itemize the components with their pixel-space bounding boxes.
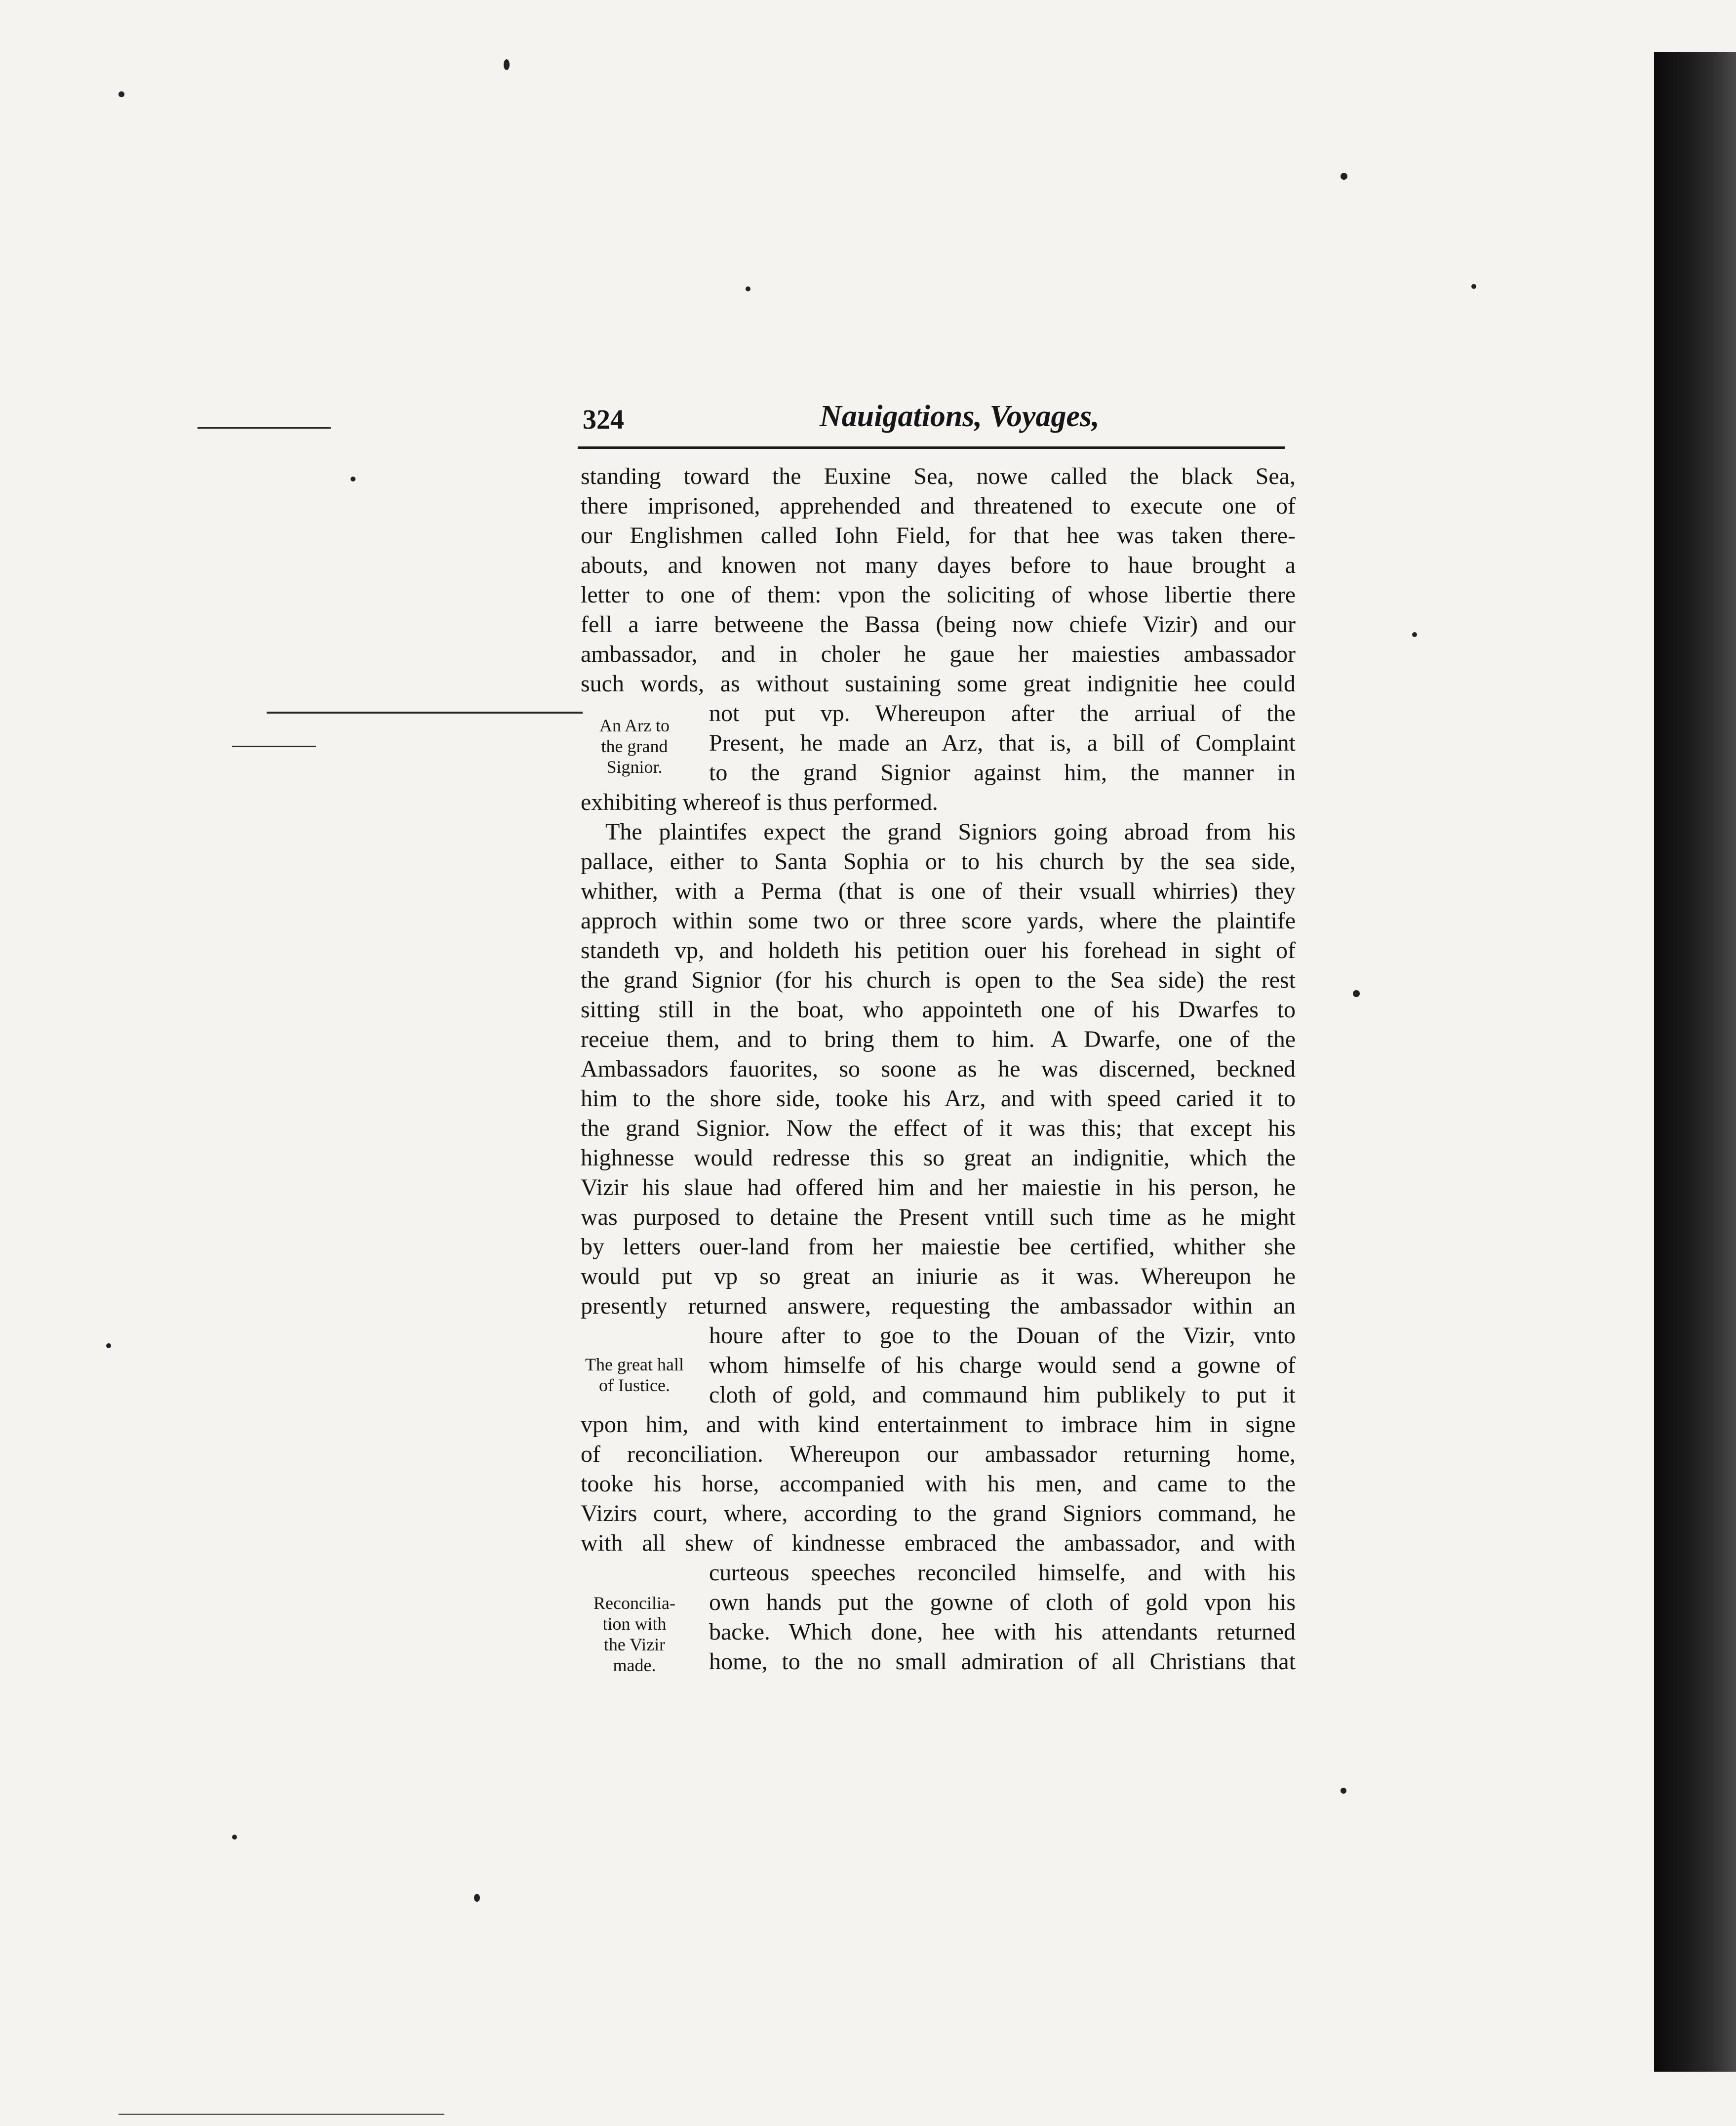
margin-note-great-hall <box>573 1354 696 1396</box>
text-line: presently returned answere, requesting the ambassador within an <box>581 1293 1296 1319</box>
text-line: such words, as without sustaining some great indignitie hee could <box>581 671 1296 697</box>
speck <box>1353 990 1360 997</box>
text-line: the grand Signior (for his church is open to the Sea side) the rest <box>581 967 1296 993</box>
text-line: vpon him, and with kind entertainment to imbrace him in signe <box>581 1411 1296 1438</box>
margin-note-arz <box>573 715 696 777</box>
text-line: Vizir his slaue had offered him and her maiestie in his person, he <box>581 1174 1296 1201</box>
speck <box>1471 284 1476 289</box>
text-line: whither, with a Perma (that is one of their vsuall whirries) they <box>581 878 1296 904</box>
text-line: standing toward the Euxine Sea, nowe called the black Sea, <box>581 463 1296 489</box>
text-line: by letters ouer-land from her maiestie bee certified, whither she <box>581 1234 1296 1260</box>
text-line: Present, he made an Arz, that is, a bill of Complaint <box>709 730 1296 756</box>
speck <box>504 59 510 70</box>
margin-note-line: Reconcilia- <box>593 1593 675 1613</box>
text-line: highnesse would redresse this so great an indignitie, which the <box>581 1145 1296 1171</box>
speck <box>232 1835 237 1840</box>
margin-note-line: The great hall <box>585 1355 684 1374</box>
text-line: sitting still in the boat, who appointeth one of his Dwarfes to <box>581 997 1296 1023</box>
text-line: own hands put the gowne of cloth of gold vpon his <box>709 1589 1296 1615</box>
text-line: approch within some two or three score yards, where the plaintife <box>581 908 1296 934</box>
speck <box>1341 1788 1346 1794</box>
margin-note-reconciliation <box>573 1593 696 1676</box>
text-line: curteous speeches reconciled himselfe, and with his <box>709 1560 1296 1586</box>
speck <box>351 477 355 481</box>
margin-note-line: the grand <box>601 736 668 756</box>
speck <box>106 1343 111 1348</box>
text-line: with all shew of kindnesse embraced the ambassador, and with <box>581 1530 1296 1556</box>
stray-rule <box>267 712 583 714</box>
text-line: letter to one of them: vpon the soliciting of whose libertie there <box>581 582 1296 608</box>
text-line: receiue them, and to bring them to him. A Dwarfe, one of the <box>581 1026 1296 1052</box>
text-line: standeth vp, and holdeth his petition ouer his forehead in sight of <box>581 937 1296 963</box>
text-line: ambassador, and in choler he gaue her maiesties ambassador <box>581 641 1296 667</box>
running-title: Nauigations, Voyages, <box>820 400 1100 433</box>
stray-rule <box>197 427 331 429</box>
margin-note-line: of Iustice. <box>599 1375 670 1395</box>
speck <box>474 1894 480 1902</box>
speck <box>1412 632 1417 637</box>
speck <box>746 286 750 291</box>
margin-note-line: the Vizir <box>603 1635 666 1654</box>
margin-note-line: An Arz to <box>599 716 670 735</box>
text-line: Vizirs court, where, according to the grand Signiors command, he <box>581 1500 1296 1526</box>
margin-note-line: made. <box>613 1655 656 1675</box>
stray-rule <box>118 2114 444 2115</box>
header-rule <box>578 446 1285 449</box>
text-line: cloth of gold, and commaund him publikely to put it <box>709 1382 1296 1408</box>
text-line: was purposed to detaine the Present vntill such time as he might <box>581 1204 1296 1230</box>
text-line: there imprisoned, apprehended and threatened to execute one of <box>581 493 1296 519</box>
text-line: of reconciliation. Whereupon our ambassador returning home, <box>581 1441 1296 1467</box>
text-line: whom himselfe of his charge would send a gowne of <box>709 1352 1296 1378</box>
text-line: Ambassadors fauorites, so soone as he was discerned, beckned <box>581 1056 1296 1082</box>
speck <box>118 91 124 97</box>
text-line: The plaintifes expect the grand Signiors going abroad from his <box>605 819 1296 845</box>
text-line: exhibiting whereof is thus performed. <box>581 789 938 815</box>
margin-note-line: tion with <box>602 1614 667 1634</box>
text-line: tooke his horse, accompanied with his men, and came to the <box>581 1471 1296 1497</box>
text-line: him to the shore side, tooke his Arz, and with speed caried it to <box>581 1085 1296 1112</box>
text-line: the grand Signior. Now the effect of it was this; that except his <box>581 1115 1296 1141</box>
text-line: houre after to goe to the Douan of the Vizir, vnto <box>709 1323 1296 1349</box>
text-line: to the grand Signior against him, the manner in <box>709 760 1296 786</box>
margin-note-line: Signior. <box>606 757 663 777</box>
text-line: backe. Which done, hee with his attendants returned <box>709 1619 1296 1645</box>
text-line: abouts, and knowen not many dayes before to haue brought a <box>581 552 1296 578</box>
scan-edge-shadow <box>1654 52 1736 2072</box>
text-line: pallace, either to Santa Sophia or to his church by the sea side, <box>581 848 1296 875</box>
page-number: 324 <box>583 404 624 435</box>
stray-rule <box>232 746 316 747</box>
page-header <box>583 399 1284 439</box>
speck <box>1341 173 1347 180</box>
text-line: home, to the no small admiration of all Christians that <box>709 1648 1296 1675</box>
text-line: fell a iarre betweene the Bassa (being now chiefe Vizir) and our <box>581 611 1296 638</box>
text-line: our Englishmen called Iohn Field, for that hee was taken there- <box>581 522 1296 549</box>
text-line: would put vp so great an iniurie as it was. Whereupon he <box>581 1263 1296 1289</box>
text-line: not put vp. Whereupon after the arriual of the <box>709 700 1296 726</box>
